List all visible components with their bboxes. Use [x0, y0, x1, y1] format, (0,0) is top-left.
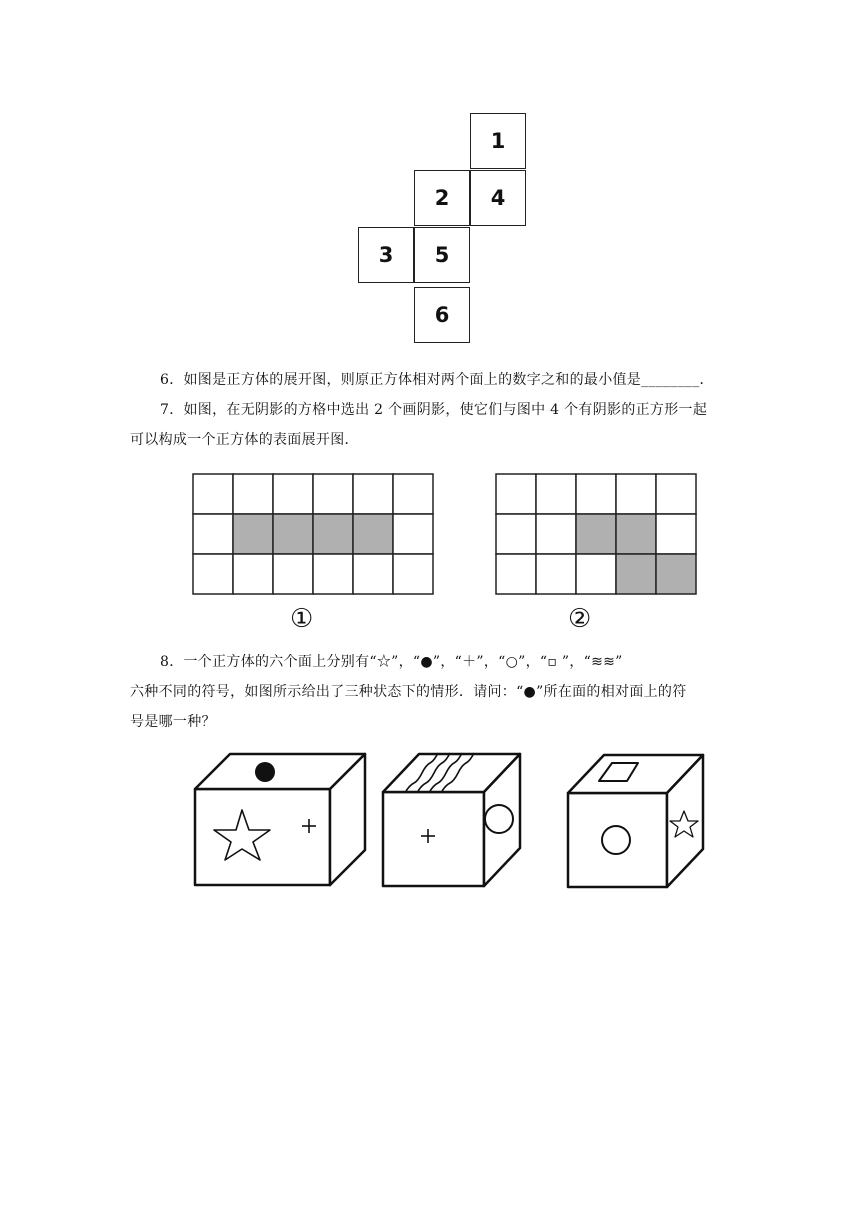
- question-8-line-2: 六种不同的符号，如图所示给出了三种状态下的情形．请问：“●”所在面的相对面上的符: [130, 684, 687, 700]
- question-8-line-3: 号是哪一种？: [130, 714, 216, 730]
- grid-cell: [616, 474, 656, 514]
- grid-cell: [393, 474, 433, 514]
- grid-cell: [393, 514, 433, 554]
- cube-2: [383, 753, 520, 886]
- grid-cell: [656, 474, 696, 514]
- net-cell: 6: [414, 287, 470, 343]
- shaded-cell: [233, 514, 273, 554]
- shaded-cell: [656, 554, 696, 594]
- grid-cell: [536, 514, 576, 554]
- grid-cell: [193, 514, 233, 554]
- cubes-figure: [0, 740, 860, 900]
- grid-cell: [576, 474, 616, 514]
- shaded-cell: [576, 514, 616, 554]
- grid-label-2: ②: [568, 604, 592, 634]
- net-cell: 1: [470, 113, 526, 169]
- shaded-cell: [353, 514, 393, 554]
- filled-circle-icon: [255, 762, 275, 782]
- net-cell: 3: [358, 227, 414, 283]
- grid-cell: [576, 554, 616, 594]
- grid-cell: [273, 474, 313, 514]
- shaded-cell: [313, 514, 353, 554]
- grid-label-1: ①: [290, 604, 314, 634]
- question-8-line-1: 8．一个正方体的六个面上分别有“☆”，“●”，“＋”，“○”，“▫ ”，“≋≋”: [160, 654, 623, 670]
- cube-1: [195, 754, 365, 885]
- grid-2: [496, 474, 696, 594]
- question-7-line-1: 7．如图，在无阴影的方格中选出 2 个画阴影，使它们与图中 4 个有阴影的正方形一起: [160, 402, 708, 418]
- cube-3: [568, 755, 703, 887]
- grid-cell: [233, 554, 273, 594]
- grid-cell: [393, 554, 433, 594]
- grid-cell: [313, 474, 353, 514]
- grid-cell: [536, 474, 576, 514]
- grid-cell: [353, 474, 393, 514]
- grid-cell: [233, 474, 273, 514]
- grid-cell: [496, 514, 536, 554]
- net-cell: 4: [470, 170, 526, 226]
- question-6: 6．如图是正方体的展开图，则原正方体相对两个面上的数字之和的最小值是________．: [160, 372, 714, 388]
- grid-cell: [313, 554, 353, 594]
- grid-cell: [193, 554, 233, 594]
- shaded-cell: [616, 554, 656, 594]
- grid-cell: [193, 474, 233, 514]
- grid-cell: [656, 514, 696, 554]
- grid-cell: [496, 474, 536, 514]
- shaded-cell: [616, 514, 656, 554]
- grid-cell: [536, 554, 576, 594]
- question-7-line-2: 可以构成一个正方体的表面展开图．: [130, 432, 359, 448]
- grid-cell: [353, 554, 393, 594]
- shaded-cell: [273, 514, 313, 554]
- net-cell: 5: [414, 227, 470, 283]
- net-cell: 2: [414, 170, 470, 226]
- grid-cell: [496, 554, 536, 594]
- grid-cell: [273, 554, 313, 594]
- grid-1: [193, 474, 433, 594]
